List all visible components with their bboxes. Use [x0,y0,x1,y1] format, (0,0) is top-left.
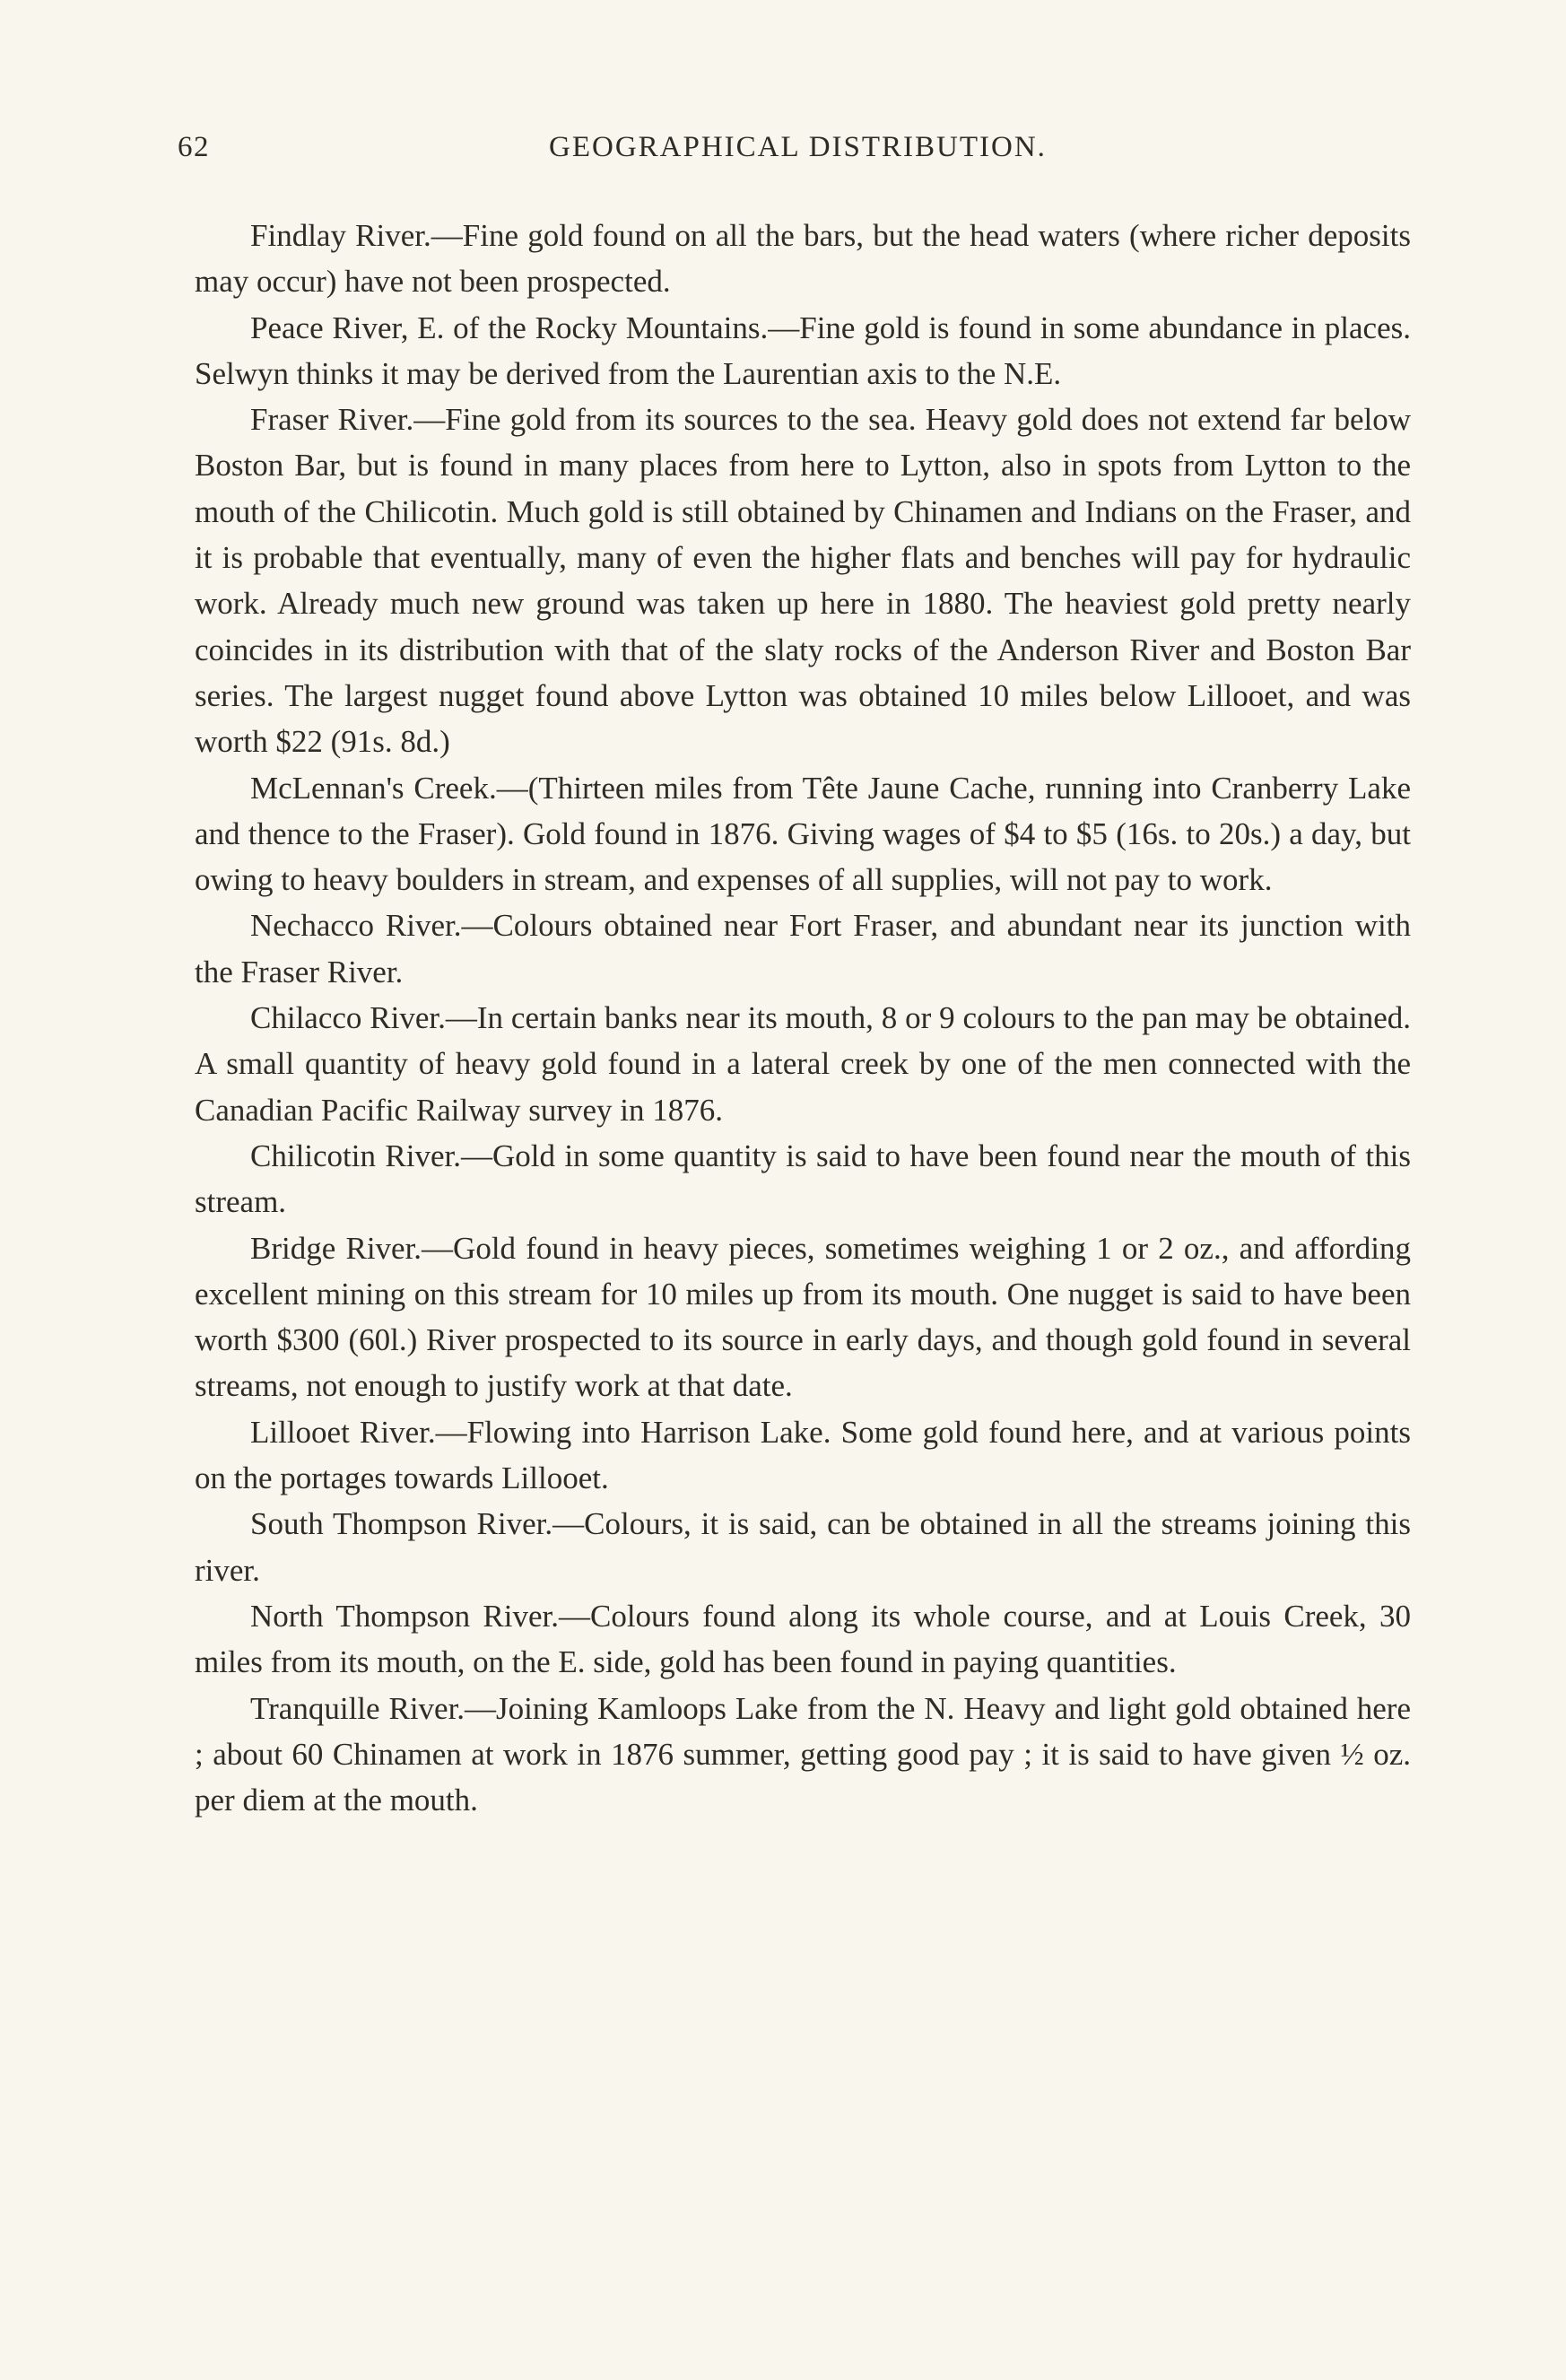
body-text [195,213,1411,1823]
paragraph-chilicotin-river: Chilicotin River.—Gold in some quantity is said to have been found near the mouth of this stream. [195,1138,1411,1220]
paragraph-nechacco-river: Nechacco River.—Colours obtained near Fort Fraser, and abundant near its junction with the Fraser River. [195,908,1411,989]
paragraph-bridge-river: Bridge River.—Gold found in heavy pieces, sometimes weighing 1 or 2 oz., and affording excellent mining on this stream for 10 miles up from its mouth. One nugget is said to have been worth $300 (60l.) River prospected to its source in early days, and though gold found in several streams, not enough to justify work at that date. [195,1230,1411,1404]
page-number: 62 [178,131,210,163]
paragraph-mclennans-creek: McLennan's Creek.—(Thirteen miles from Tête Jaune Cache, running into Cranberry Lake and thence to the Fraser). Gold found in 1876. Giving wages of $4 to $5 (16s. to 20s.) a day, but owing to heavy boulders in stream, and expenses of all supplies, will not pay to work. [195,770,1411,898]
paragraph-peace-river: Peace River, E. of the Rocky Mountains.—Fine gold is found in some abundance in places. Selwyn thinks it may be derived from the Laurentian axis to the N.E. [195,309,1411,391]
paragraph-fraser-river: Fraser River.—Fine gold from its sources to the sea. Heavy gold does not extend far below Boston Bar, but is found in many places from here to Lytton, also in spots from Lytton to the mouth of the Chilicotin. Much gold is still obtained by Chinamen and Indians on the Fraser, and it is probable that eventually, many of even the higher flats and benches will pay for hydraulic work. Already much new ground was taken up here in 1880. The heaviest gold pretty nearly coincides in its distribution with that of the slaty rocks of the Anderson River and Boston Bar series. The largest nugget found above Lytton was obtained 10 miles below Lillooet, and was worth $22 (91s. 8d.) [195,402,1411,760]
running-title: GEOGRAPHICAL DISTRIBUTION. [549,131,1047,163]
paragraph-lillooet-river: Lillooet River.—Flowing into Harrison Lake. Some gold found here, and at various points on the portages towards Lillooet. [195,1414,1411,1496]
paragraph-findlay-river: Findlay River.—Fine gold found on all the bars, but the head waters (where richer deposits may occur) have not been prospected. [195,218,1411,300]
paragraph-north-thompson-river: North Thompson River.—Colours found along its whole course, and at Louis Creek, 30 miles from its mouth, on the E. side, gold has been found in paying quantities. [195,1598,1411,1680]
running-head [178,131,1401,176]
paragraph-tranquille-river: Tranquille River.—Joining Kamloops Lake from the N. Heavy and light gold obtained here ; about 60 Chinamen at work in 1876 summer, getting good pay ; it is said to have given ½ oz. per diem at the mouth. [195,1690,1411,1818]
paragraph-chilacco-river: Chilacco River.—In certain banks near its mouth, 8 or 9 colours to the pan may be obtained. A small quantity of heavy gold found in a lateral creek by one of the men connected with the Canadian Pacific Railway survey in 1876. [195,1000,1411,1128]
paragraph-south-thompson-river: South Thompson River.—Colours, it is said, can be obtained in all the streams joining this river. [195,1506,1411,1588]
